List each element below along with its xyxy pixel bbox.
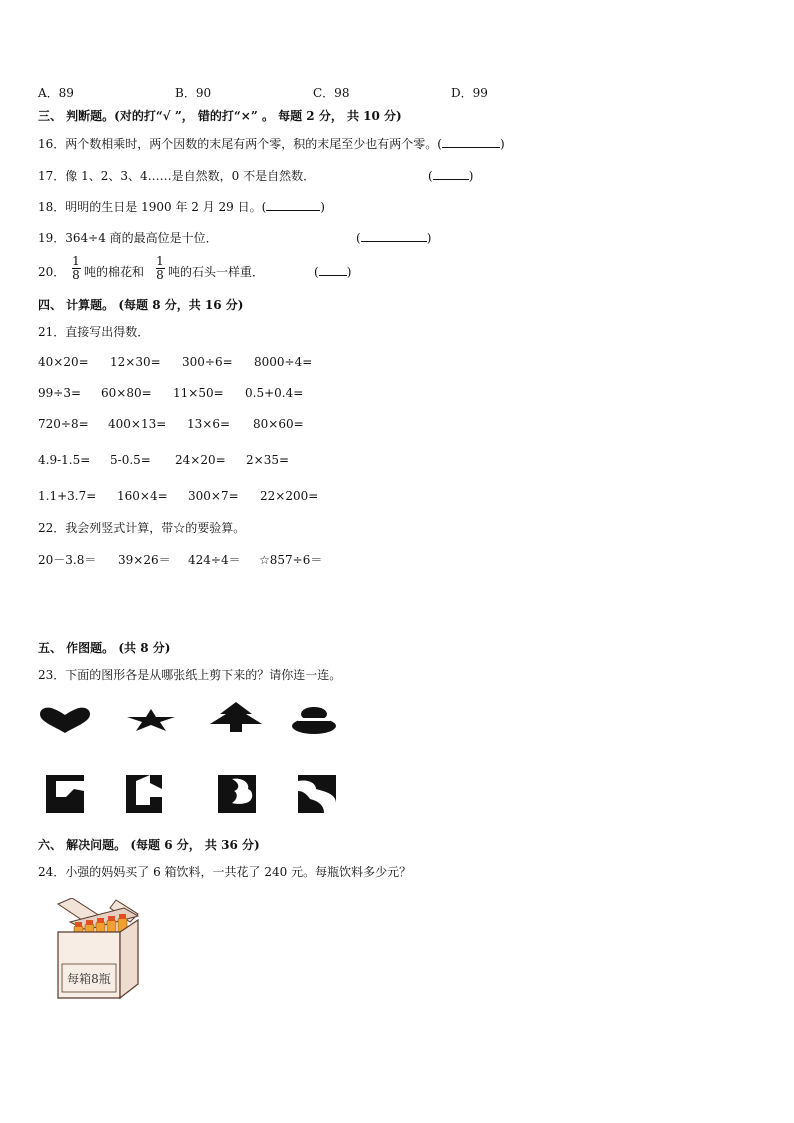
paper-1-icon[interactable]	[46, 775, 84, 813]
q16-answer-blank[interactable]	[442, 136, 500, 148]
q21-item: 0.5+0.4=	[245, 386, 304, 400]
q19-answer-blank[interactable]	[361, 230, 427, 242]
question-19	[38, 230, 218, 246]
q21-title: 21．直接写出得数．	[38, 325, 150, 339]
q23-title: 23．下面的图形各是从哪张纸上剪下来的？请你连一连。	[38, 668, 342, 682]
q15-option-a: A．89	[38, 86, 74, 100]
q22-item: 20－3.8＝	[38, 553, 97, 567]
q20-answer-blank[interactable]	[319, 264, 347, 276]
box-label: 每箱8瓶	[67, 972, 111, 986]
q18-text: 18．明明的生日是 1900 年 2 月 29 日。(	[38, 200, 267, 214]
tree-shape-icon[interactable]	[208, 702, 264, 732]
q17-answer-blank[interactable]	[433, 168, 469, 180]
question-17	[38, 168, 315, 184]
star-shape-icon[interactable]	[126, 708, 176, 732]
q17-open: (	[428, 169, 433, 183]
paper-2-icon[interactable]	[126, 775, 162, 813]
q21-item: 24×20=	[175, 453, 226, 467]
q21-item: 40×20=	[38, 355, 89, 369]
q16-text: 16．两个数相乘时，两个因数的末尾有两个零，积的末尾至少也有两个零。(	[38, 137, 442, 151]
q21-item: 4.9-1.5=	[38, 453, 91, 467]
paper-3-icon[interactable]	[218, 775, 256, 813]
question-18	[38, 199, 325, 215]
q20-frac2-num: 1	[156, 254, 164, 268]
q24-title: 24．小强的妈妈买了 6 箱饮料，一共花了 240 元。每瓶饮料多少元？	[38, 865, 412, 879]
q20-open: (	[314, 265, 319, 279]
q21-item: 12×30=	[110, 355, 161, 369]
q19-open: (	[356, 231, 361, 245]
section-3-heading: 三、 判断题。(对的打“√ ”， 错的打“×” 。 每题 2 分， 共 10 分)	[38, 109, 402, 123]
section-4-heading: 四、 计算题。 (每题 8 分，共 16 分)	[38, 298, 244, 312]
q20-prefix: 20．	[38, 265, 66, 279]
q21-item: 2×35=	[246, 453, 290, 467]
q21-item: 13×6=	[187, 417, 231, 431]
q17-text: 17．像 1、2、3、4……是自然数，0 不是自然数．	[38, 169, 316, 183]
q21-item: 22×200=	[260, 489, 319, 503]
q21-item: 300÷6=	[182, 355, 233, 369]
q19-close: )	[426, 231, 432, 245]
q20-suffix: 吨的石头一样重．	[168, 265, 265, 279]
q20-fraction-1	[70, 255, 82, 282]
q19-answer	[356, 230, 431, 246]
q22-title: 22．我会列竖式计算，带☆的要验算。	[38, 521, 246, 535]
q20-middle: 吨的棉花和	[84, 265, 145, 279]
q18-close: )	[320, 200, 325, 214]
section-5-heading: 五、 作图题。 (共 8 分)	[38, 641, 171, 655]
q20-frac1-num: 1	[72, 254, 80, 268]
q21-item: 400×13=	[108, 417, 167, 431]
q16-close: )	[499, 137, 505, 151]
q21-item: 1.1+3.7=	[38, 489, 97, 503]
drink-box-illustration	[50, 898, 144, 1004]
bowl-shape-icon[interactable]	[290, 706, 338, 734]
q15-option-c: C．98	[313, 86, 350, 100]
q20-frac2-den: 8	[156, 268, 164, 282]
q17-answer	[428, 168, 473, 184]
q21-item: 80×60=	[253, 417, 304, 431]
q15-option-b: B．90	[175, 86, 212, 100]
q17-close: )	[468, 169, 474, 183]
q21-item: 11×50=	[173, 386, 224, 400]
q18-answer-blank[interactable]	[266, 199, 320, 211]
q20-answer	[314, 264, 351, 280]
q20-close: )	[346, 265, 352, 279]
q19-text: 19．364÷4 商的最高位是十位．	[38, 231, 218, 245]
q22-item: 424÷4＝	[188, 553, 241, 567]
paper-4-icon[interactable]	[298, 775, 336, 813]
q21-item: 60×80=	[101, 386, 152, 400]
q21-item: 5-0.5=	[110, 453, 151, 467]
heart-shape-icon[interactable]	[38, 706, 92, 734]
q21-item: 720÷8=	[38, 417, 89, 431]
q15-option-d: D．99	[451, 86, 488, 100]
q21-item: 300×7=	[188, 489, 239, 503]
q21-item: 99÷3=	[38, 386, 82, 400]
question-16	[38, 136, 505, 152]
q22-item: ☆857÷6＝	[259, 553, 323, 567]
q21-item: 160×4=	[117, 489, 168, 503]
q22-item: 39×26＝	[118, 553, 171, 567]
q20-frac1-den: 8	[72, 268, 80, 282]
q20-fraction-2	[154, 255, 166, 282]
section-6-heading: 六、 解决问题。 (每题 6 分， 共 36 分)	[38, 838, 260, 852]
q21-item: 8000÷4=	[254, 355, 313, 369]
